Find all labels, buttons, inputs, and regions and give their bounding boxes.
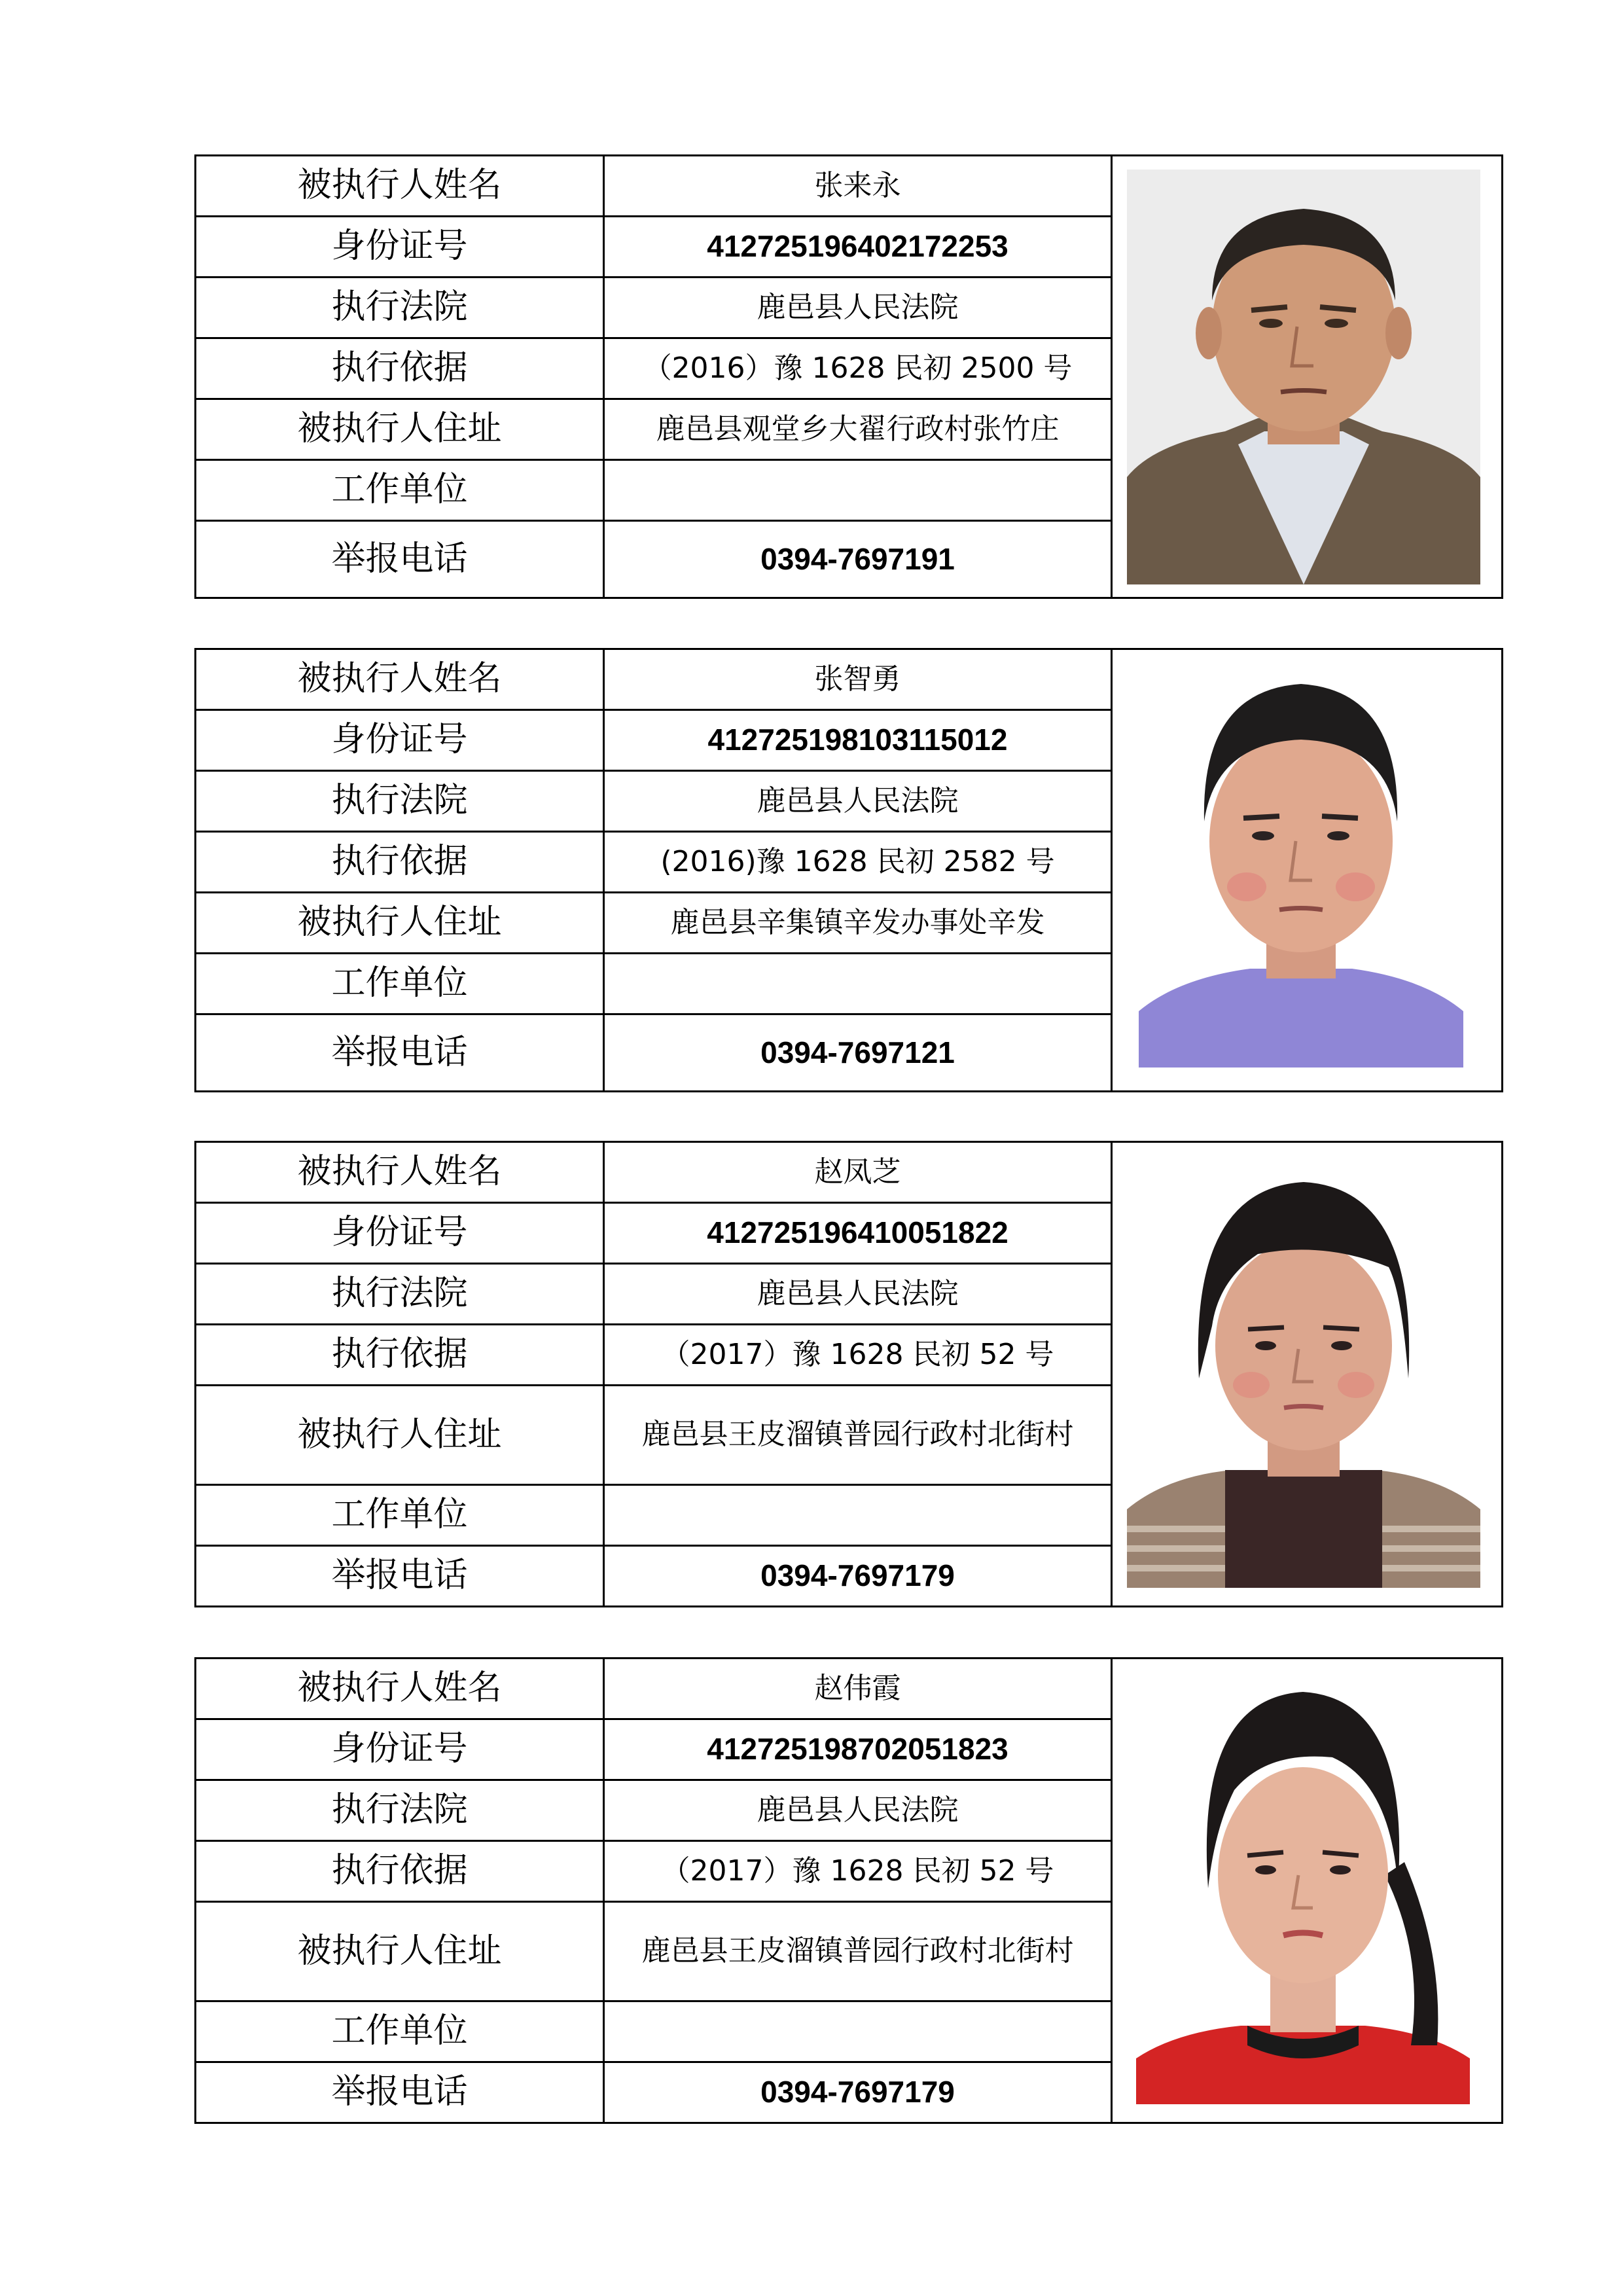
label-court: 执行法院 bbox=[196, 1264, 604, 1325]
value-employer bbox=[604, 1485, 1112, 1546]
value-address: 鹿邑县王皮溜镇普园行政村北街村 bbox=[604, 1902, 1112, 2001]
value-court: 鹿邑县人民法院 bbox=[604, 278, 1112, 338]
label-employer: 工作单位 bbox=[196, 954, 604, 1014]
label-id: 身份证号 bbox=[196, 710, 604, 771]
photo-cell bbox=[1112, 1142, 1503, 1607]
label-court: 执行法院 bbox=[196, 278, 604, 338]
value-basis: （2016）豫 1628 民初 2500 号 bbox=[604, 338, 1112, 399]
value-court: 鹿邑县人民法院 bbox=[604, 1264, 1112, 1325]
value-address: 鹿邑县观堂乡大翟行政村张竹庄 bbox=[604, 399, 1112, 460]
label-basis: 执行依据 bbox=[196, 338, 604, 399]
label-name: 被执行人姓名 bbox=[196, 1659, 604, 1719]
label-address: 被执行人住址 bbox=[196, 1386, 604, 1485]
label-phone: 举报电话 bbox=[196, 2062, 604, 2123]
label-basis: 执行依据 bbox=[196, 1841, 604, 1902]
label-address: 被执行人住址 bbox=[196, 1902, 604, 2001]
value-phone: 0394-7697121 bbox=[604, 1014, 1112, 1092]
value-phone: 0394-7697179 bbox=[604, 2062, 1112, 2123]
label-basis: 执行依据 bbox=[196, 832, 604, 893]
label-id: 身份证号 bbox=[196, 1203, 604, 1264]
label-phone: 举报电话 bbox=[196, 521, 604, 598]
value-phone: 0394-7697179 bbox=[604, 1546, 1112, 1607]
label-address: 被执行人住址 bbox=[196, 399, 604, 460]
value-id: 412725198702051823 bbox=[604, 1719, 1112, 1780]
label-name: 被执行人姓名 bbox=[196, 156, 604, 217]
value-name: 张来永 bbox=[604, 156, 1112, 217]
person-photo bbox=[1127, 1162, 1480, 1588]
label-basis: 执行依据 bbox=[196, 1325, 604, 1386]
person-photo bbox=[1139, 671, 1463, 1067]
label-phone: 举报电话 bbox=[196, 1546, 604, 1607]
person-photo bbox=[1127, 170, 1480, 584]
label-employer: 工作单位 bbox=[196, 460, 604, 521]
person-photo bbox=[1136, 1679, 1470, 2104]
label-court: 执行法院 bbox=[196, 1780, 604, 1841]
value-name: 张智勇 bbox=[604, 649, 1112, 710]
label-phone: 举报电话 bbox=[196, 1014, 604, 1092]
value-phone: 0394-7697191 bbox=[604, 521, 1112, 598]
record-table bbox=[194, 154, 1503, 599]
value-name: 赵伟霞 bbox=[604, 1659, 1112, 1719]
value-id: 412725196410051822 bbox=[604, 1203, 1112, 1264]
label-id: 身份证号 bbox=[196, 217, 604, 278]
photo-cell bbox=[1112, 649, 1503, 1092]
label-name: 被执行人姓名 bbox=[196, 1142, 604, 1203]
photo-cell bbox=[1112, 156, 1503, 598]
value-name: 赵凤芝 bbox=[604, 1142, 1112, 1203]
label-address: 被执行人住址 bbox=[196, 893, 604, 954]
value-employer bbox=[604, 954, 1112, 1014]
value-basis: （2017）豫 1628 民初 52 号 bbox=[604, 1841, 1112, 1902]
record-table bbox=[194, 648, 1503, 1092]
label-employer: 工作单位 bbox=[196, 1485, 604, 1546]
value-employer bbox=[604, 2001, 1112, 2062]
label-court: 执行法院 bbox=[196, 771, 604, 832]
value-id: 412725198103115012 bbox=[604, 710, 1112, 771]
value-court: 鹿邑县人民法院 bbox=[604, 771, 1112, 832]
photo-cell bbox=[1112, 1659, 1503, 2123]
value-id: 412725196402172253 bbox=[604, 217, 1112, 278]
value-address: 鹿邑县王皮溜镇普园行政村北街村 bbox=[604, 1386, 1112, 1485]
value-court: 鹿邑县人民法院 bbox=[604, 1780, 1112, 1841]
record-table bbox=[194, 1141, 1503, 1607]
value-basis: （2017）豫 1628 民初 52 号 bbox=[604, 1325, 1112, 1386]
record-table bbox=[194, 1657, 1503, 2124]
value-employer bbox=[604, 460, 1112, 521]
label-name: 被执行人姓名 bbox=[196, 649, 604, 710]
label-employer: 工作单位 bbox=[196, 2001, 604, 2062]
value-basis: (2016)豫 1628 民初 2582 号 bbox=[604, 832, 1112, 893]
label-id: 身份证号 bbox=[196, 1719, 604, 1780]
value-address: 鹿邑县辛集镇辛发办事处辛发 bbox=[604, 893, 1112, 954]
